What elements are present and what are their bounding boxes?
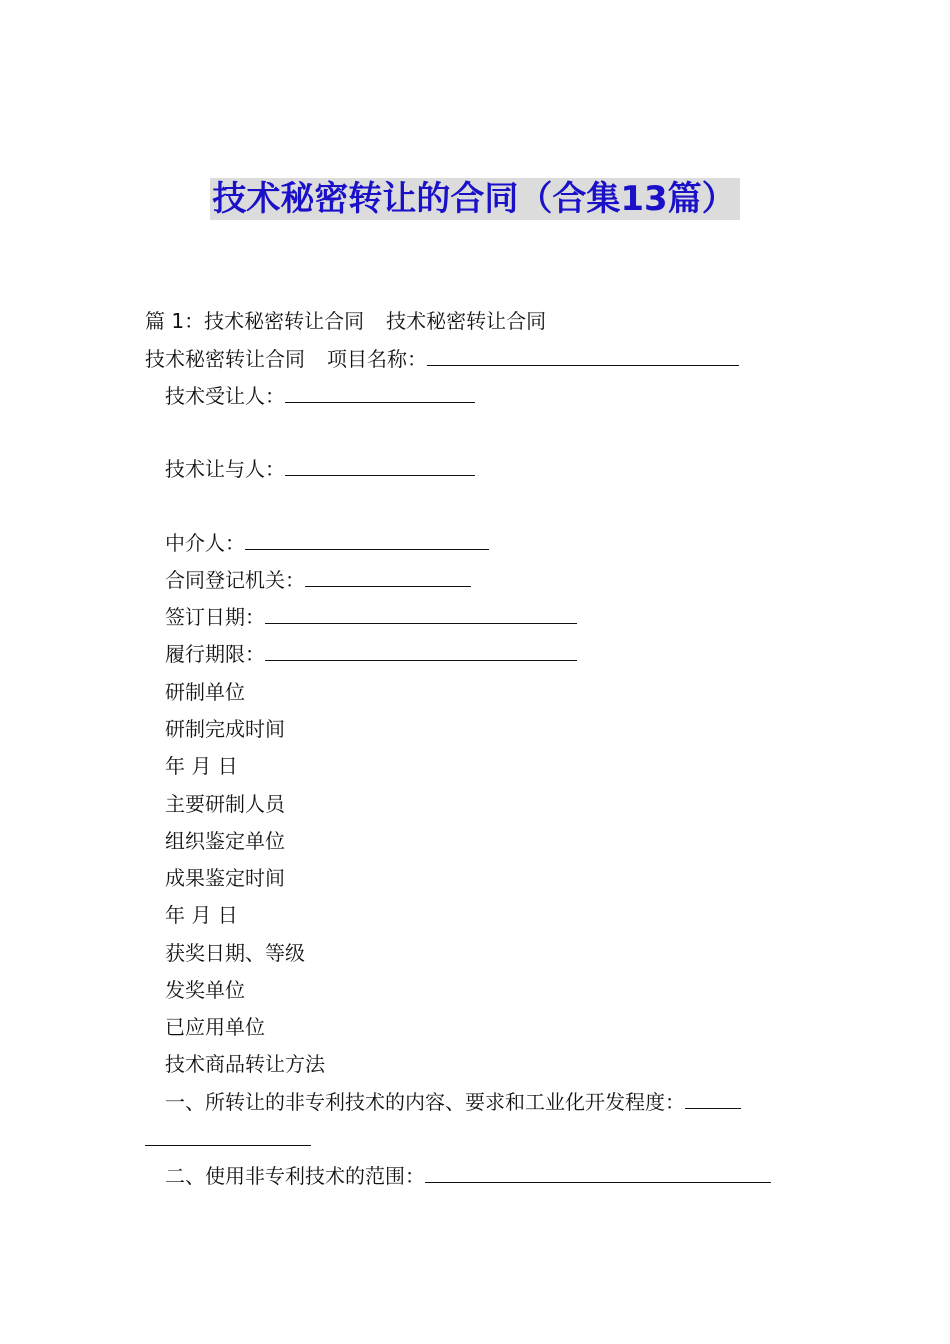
- performance-period-blank[interactable]: [265, 640, 577, 661]
- transferor-label: 技术让与人：: [165, 457, 285, 481]
- registration-authority-line: [165, 566, 471, 594]
- transferee-blank[interactable]: [285, 382, 475, 403]
- clause-two-text: 二、使用非专利技术的范围：: [165, 1164, 425, 1188]
- clause-one-blank-cont[interactable]: [145, 1125, 311, 1146]
- project-name-label: 项目名称：: [327, 347, 427, 371]
- performance-period-label: 履行期限：: [165, 642, 265, 666]
- clause-one-blank[interactable]: [685, 1088, 741, 1109]
- title-wrapper: [0, 178, 950, 220]
- registration-authority-label: 合同登记机关：: [165, 568, 305, 592]
- signing-date-label: 签订日期：: [165, 605, 265, 629]
- list-item: 主要研制人员: [165, 792, 285, 816]
- list-item: 研制单位: [165, 680, 245, 704]
- signing-date-blank[interactable]: [265, 603, 577, 624]
- performance-period-line: [165, 640, 577, 668]
- article-subtitle: 技术秘密转让合同: [386, 309, 547, 333]
- registration-authority-blank[interactable]: [305, 566, 471, 587]
- transferee-label: 技术受让人：: [165, 384, 285, 408]
- list-item: 已应用单位: [165, 1015, 265, 1039]
- list-item: 研制完成时间: [165, 717, 285, 741]
- intermediary-blank[interactable]: [245, 529, 489, 550]
- list-item: 年 月 日: [165, 903, 238, 927]
- list-item: 成果鉴定时间: [165, 866, 285, 890]
- list-item: 技术商品转让方法: [165, 1052, 325, 1076]
- list-item: 发奖单位: [165, 978, 245, 1002]
- transferor-line: [165, 455, 475, 483]
- document-title: 技术秘密转让的合同（合集13篇）: [210, 178, 739, 220]
- clause-one-text: 一、所转让的非专利技术的内容、要求和工业化开发程度：: [165, 1090, 685, 1114]
- transferee-line: [165, 382, 475, 410]
- project-name-blank[interactable]: [427, 345, 739, 366]
- intermediary-label: 中介人：: [165, 531, 245, 555]
- clause-one-continuation: [145, 1125, 311, 1153]
- project-name-line: [145, 345, 739, 373]
- signing-date-line: [165, 603, 577, 631]
- clause-two-blank[interactable]: [425, 1162, 771, 1183]
- article-heading-line: [145, 307, 546, 335]
- intermediary-line: [165, 529, 489, 557]
- list-item: 获奖日期、等级: [165, 941, 305, 965]
- list-item: 组织鉴定单位: [165, 829, 285, 853]
- article-label: 篇 1：技术秘密转让合同: [145, 309, 365, 333]
- contract-name-text: 技术秘密转让合同: [145, 347, 305, 371]
- transferor-blank[interactable]: [285, 455, 475, 476]
- clause-one-line: [165, 1088, 741, 1116]
- list-item: 年 月 日: [165, 754, 238, 778]
- clause-two-line: [165, 1162, 771, 1190]
